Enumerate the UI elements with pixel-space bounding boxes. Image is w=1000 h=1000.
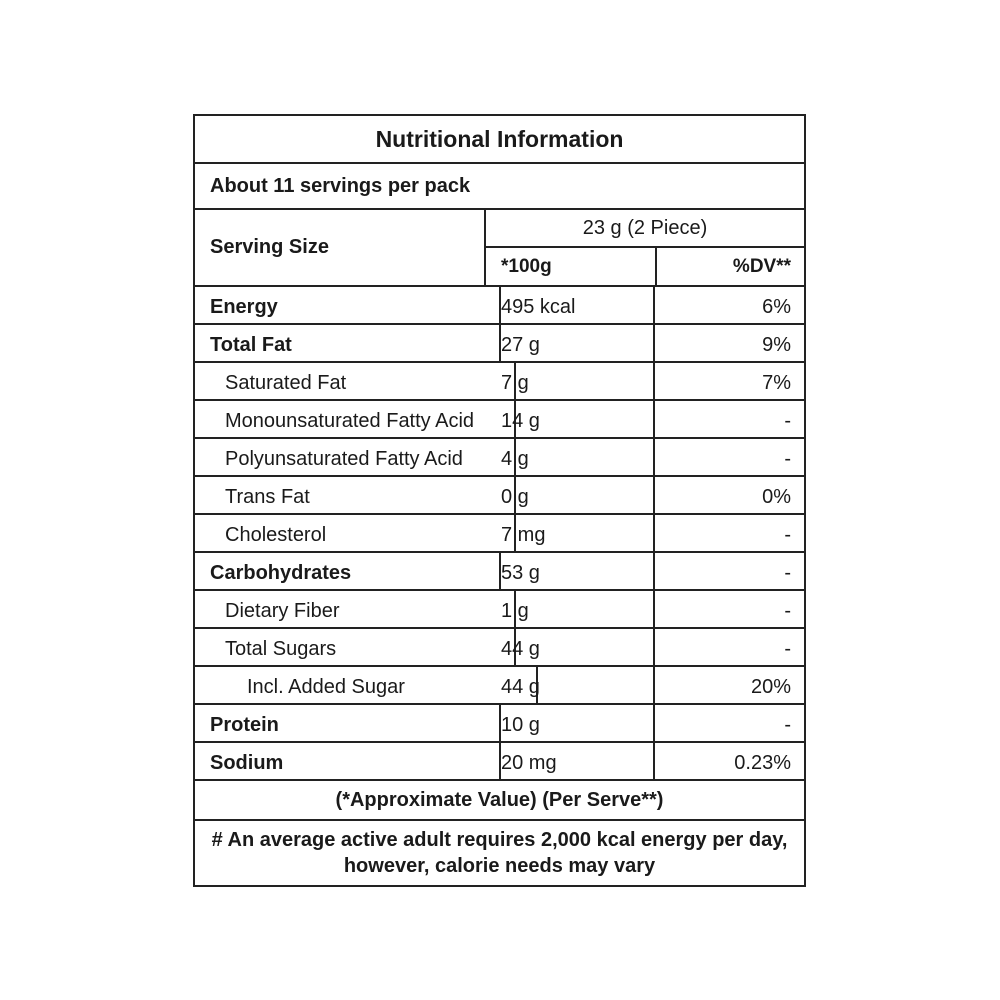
- nutrient-dv: [657, 439, 804, 475]
- nutrient-name: [195, 401, 516, 437]
- nutrient-amount-text: 10 g: [501, 713, 540, 736]
- nutrient-name: [195, 477, 516, 513]
- nutrient-amount: [486, 553, 655, 589]
- nutrient-dv: [657, 325, 804, 361]
- nutrient-name-text: Monounsaturated Fatty Acid: [225, 409, 475, 432]
- nutrient-amount: [486, 325, 655, 361]
- nutrient-amount-text: 20 mg: [501, 751, 557, 774]
- nutrient-dv: [657, 629, 804, 665]
- nutrient-dv-text: -: [784, 523, 791, 546]
- panel-title: Nutritional Information: [195, 116, 804, 164]
- nutrient-name: [195, 515, 516, 551]
- nutrient-dv: [657, 553, 804, 589]
- nutrient-name-text: Total Sugars: [225, 637, 337, 660]
- nutrient-amount-text: 495 kcal: [501, 295, 576, 318]
- nutrient-name-text: Carbohydrates: [210, 561, 352, 584]
- nutrient-dv-text: 0.23%: [734, 751, 791, 774]
- nutrient-row: [195, 667, 804, 705]
- servings-per-pack: About 11 servings per pack: [195, 164, 804, 210]
- serving-size-value: 23 g (2 Piece): [486, 210, 804, 248]
- nutrient-dv: [657, 363, 804, 399]
- nutrient-dv: [657, 667, 804, 703]
- nutrient-dv-text: 0%: [762, 485, 791, 508]
- amount-column-header: *100g: [501, 255, 552, 277]
- nutrient-name-text: Protein: [210, 713, 279, 736]
- nutrient-name: [195, 553, 501, 589]
- nutrient-dv: [657, 743, 804, 779]
- nutrition-facts-panel: [193, 114, 806, 887]
- nutrient-amount: [486, 439, 655, 475]
- nutrient-amount-text: 53 g: [501, 561, 540, 584]
- serving-size-label: Serving Size: [210, 236, 329, 258]
- nutrient-amount: [486, 515, 655, 551]
- nutrient-name: [195, 439, 516, 475]
- nutrient-amount-text: 7 g: [501, 371, 529, 394]
- nutrient-row: [195, 439, 804, 477]
- nutrient-dv: [657, 477, 804, 513]
- nutrient-amount-text: 0 g: [501, 485, 529, 508]
- nutrient-dv-text: 6%: [762, 295, 791, 318]
- nutrient-dv: [657, 705, 804, 741]
- nutrient-amount-text: 27 g: [501, 333, 540, 356]
- footnote-line-1: # An average active adult requires 2,000 kcal energy per day,: [211, 829, 788, 851]
- nutrient-dv: [657, 591, 804, 627]
- nutrient-row: [195, 363, 804, 401]
- nutrient-name-text: Total Fat: [210, 333, 292, 356]
- nutrient-amount: [486, 667, 655, 703]
- nutrient-row: [195, 401, 804, 439]
- nutrient-name: [195, 743, 501, 779]
- nutrient-amount-text: 44 g: [501, 637, 540, 660]
- nutrient-amount-text: 7 mg: [501, 523, 546, 546]
- nutrient-dv-text: 20%: [750, 675, 791, 698]
- nutrient-name: [195, 363, 516, 399]
- nutrient-name-text: Trans Fat: [225, 485, 310, 508]
- nutrient-name: [195, 629, 516, 665]
- nutrient-amount-text: 4 g: [501, 447, 529, 470]
- nutrient-row: [195, 629, 804, 667]
- nutrient-row: [195, 591, 804, 629]
- nutrient-dv-text: 9%: [762, 333, 791, 356]
- nutrient-amount-text: 44 g: [501, 675, 540, 698]
- nutrient-amount-text: 14 g: [501, 409, 540, 432]
- nutrient-amount: [486, 743, 655, 779]
- column-divider: [655, 248, 657, 285]
- serving-size-row: [195, 210, 804, 287]
- nutrient-dv-text: 7%: [762, 371, 791, 394]
- nutrient-name: [195, 591, 516, 627]
- footnote: [195, 821, 804, 885]
- nutrient-row: [195, 553, 804, 591]
- nutrient-dv: [657, 401, 804, 437]
- nutrient-name-text: Polyunsaturated Fatty Acid: [225, 447, 463, 470]
- nutrient-dv-text: -: [784, 637, 791, 660]
- nutrient-name: [195, 325, 501, 361]
- nutrient-row: [195, 477, 804, 515]
- nutrient-amount: [486, 629, 655, 665]
- nutrient-dv-text: -: [784, 409, 791, 432]
- nutrient-amount: [486, 477, 655, 513]
- dv-column-header: %DV**: [732, 255, 791, 277]
- nutrient-name: [195, 705, 501, 741]
- footnote-line-2: however, calorie needs may vary: [343, 855, 656, 877]
- nutrient-name-text: Dietary Fiber: [225, 599, 340, 622]
- nutrient-name-text: Sodium: [210, 751, 284, 774]
- nutrient-dv-text: -: [784, 599, 791, 622]
- nutrient-dv-text: -: [784, 447, 791, 470]
- nutrient-row: [195, 325, 804, 363]
- nutrient-amount: [486, 705, 655, 741]
- nutrient-row: [195, 287, 804, 325]
- nutrient-amount: [486, 287, 655, 323]
- nutrient-name-text: Incl. Added Sugar: [247, 675, 405, 698]
- nutrient-dv: [657, 515, 804, 551]
- approximate-value-note: (*Approximate Value) (Per Serve**): [195, 781, 804, 821]
- nutrient-row: [195, 743, 804, 781]
- nutrient-name-text: Cholesterol: [225, 523, 327, 546]
- nutrient-name-text: Energy: [210, 295, 278, 318]
- nutrient-dv-text: -: [784, 713, 791, 736]
- nutrient-row: [195, 515, 804, 553]
- nutrient-amount: [486, 363, 655, 399]
- nutrient-dv-text: -: [784, 561, 791, 584]
- nutrient-row: [195, 705, 804, 743]
- nutrient-amount: [486, 591, 655, 627]
- nutrient-amount-text: 1 g: [501, 599, 529, 622]
- nutrient-amount: [486, 401, 655, 437]
- nutrient-name-text: Saturated Fat: [225, 371, 347, 394]
- nutrient-dv: [657, 287, 804, 323]
- nutrient-name: [195, 287, 501, 323]
